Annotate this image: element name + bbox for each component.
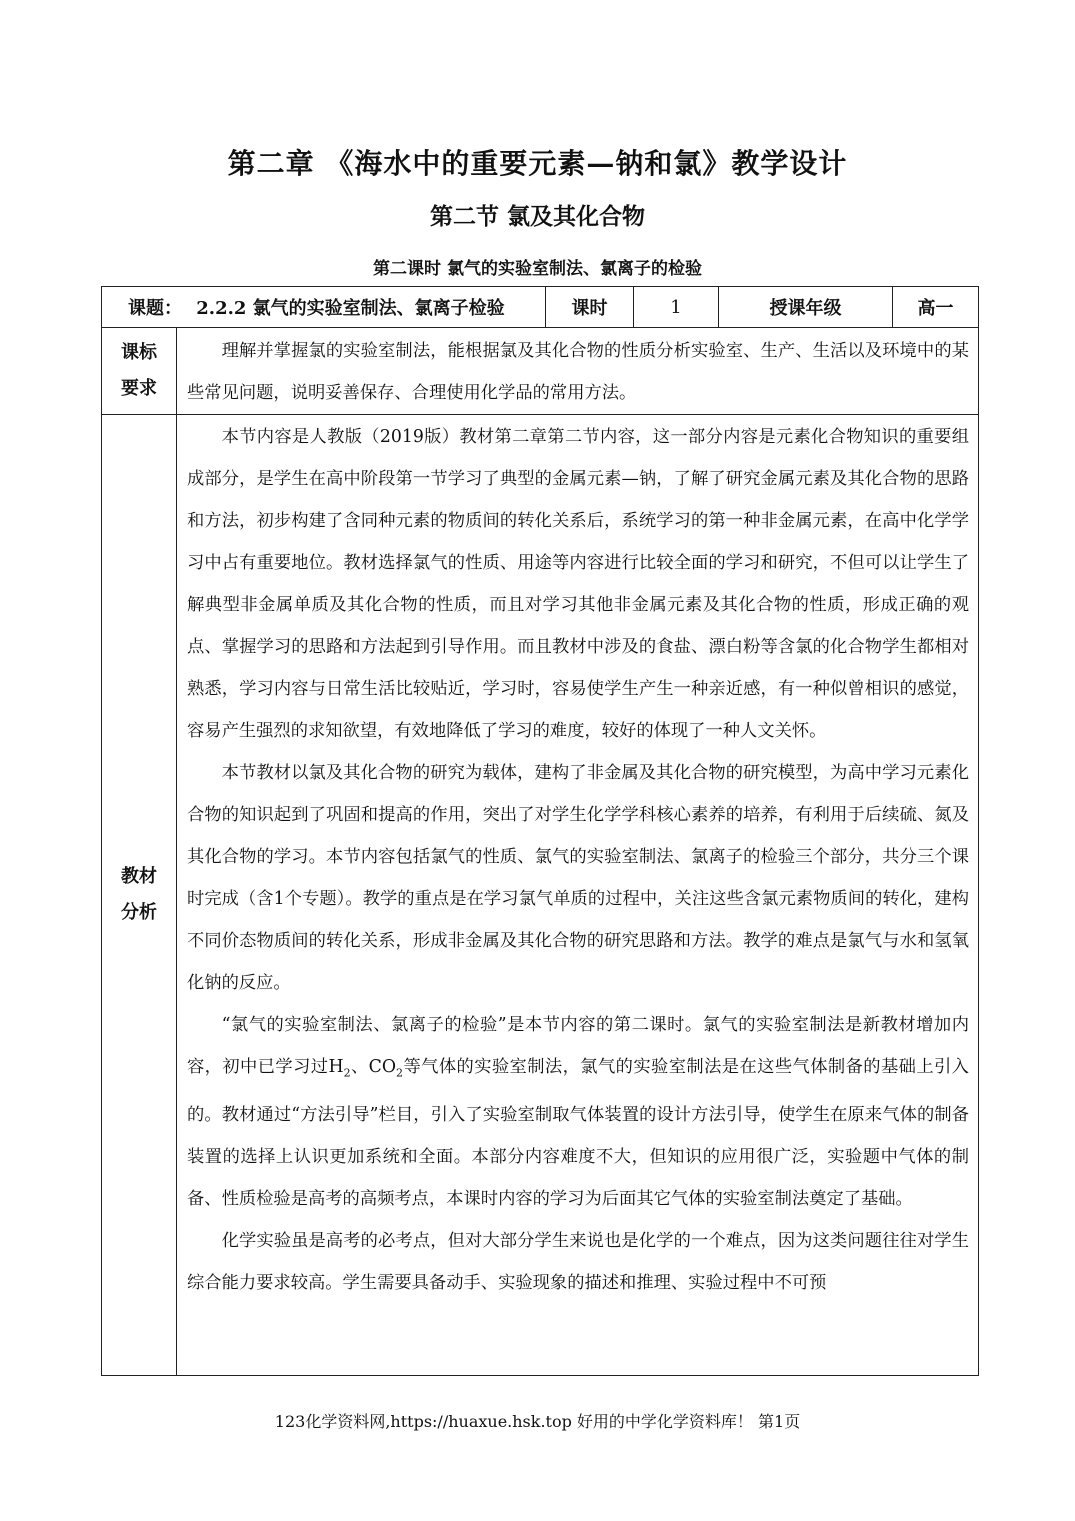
analysis-paragraph-3-part-b: 等气体的实验室制法，氯气的实验室制法是在这些气体制备的基础上引入的。教材通过“方法引导”栏目，引入了实验室制取气体装置的设计方法引导，使学生在原来气体的制备装置的选择上认识更加系统和全面。本部分内容难度不大，但知识的应用很广泛，实验题中气体的制备、性质检验是高考的高频考点，本课时内容的学习为后面其它气体的实验室制法奠定了基础。 [187,1057,969,1210]
standard-text: 理解并掌握氯的实验室制法，能根据氯及其化合物的性质分析实验室、生产、生活以及环境中的某些常见问题，说明妥善保存、合理使用化学品的常用方法。 [187,341,969,403]
analysis-label-line2: 分析 [121,902,157,923]
analysis-label-line1: 教材 [121,866,157,887]
info-row [102,287,979,328]
standard-label-line2: 要求 [121,378,157,399]
analysis-row [102,415,979,1376]
analysis-paragraph-1: 本节内容是人教版（2019版）教材第二章第二节内容，这一部分内容是元素化合物知识的重要组成部分，是学生在高中阶段第一节学习了典型的金属元素—钠，了解了研究金属元素及其化合物的思路和方法，初步构建了含同种元素的物质间的转化关系后，系统学习的第一种非金属元素，在高中化学学习中占有重要地位。教材选择氯气的性质、用途等内容进行比较全面的学习和研究，不但可以让学生了解典型非金属单质及其化合物的性质，而且对学习其他非金属元素及其化合物的性质，形成正确的观点、掌握学习的思路和方法起到引导作用。而且教材中涉及的食盐、漂白粉等含氯的化合物学生都相对熟悉，学习内容与日常生活比较贴近，学习时，容易使学生产生一种亲近感，有一种似曾相识的感觉，容易产生强烈的求知欲望，有效地降低了学习的难度，较好的体现了一种人文关怀。 [187,427,969,741]
analysis-content [177,415,979,1376]
page-footer: 123化学资料网,https://huaxue.hsk.top 好用的中学化学资料库！ 第1页 [274,1412,801,1431]
hours-value: 1 [634,287,719,328]
formula-co2 [368,1057,404,1080]
grade-value: 高一 [893,287,979,328]
formula-h2-subscript: 2 [343,1066,351,1080]
standard-content [177,328,979,415]
course-cell [102,287,546,328]
analysis-paragraph-3 [187,1004,969,1220]
course-label: 课题： [128,298,182,319]
formula-separator: 、 [350,1057,369,1077]
course-value: 2.2.2 氯气的实验室制法、氯离子检验 [196,298,505,319]
section-title: 第二节 氯及其化合物 [429,203,645,230]
analysis-label-cell [102,415,177,1376]
analysis-paragraph-2: 本节教材以氯及其化合物的研究为载体，建构了非金属及其化合物的研究模型，为高中学习元素化合物的知识起到了巩固和提高的作用，突出了对学生化学学科核心素养的培养，有利用于后续硫、氮及其化合物的学习。本节内容包括氯气的性质、氯气的实验室制法、氯离子的检验三个部分，共分三个课时完成（含1个专题）。教学的重点是在学习氯气单质的过程中，关注这些含氯元素物质间的转化，建构不同价态物质间的转化关系，形成非金属及其化合物的研究思路和方法。教学的难点是氯气与水和氢氧化钠的反应。 [187,763,969,993]
formula-h2-symbol: H [328,1057,344,1077]
analysis-paragraph-3-part-a: “氯气的实验室制法、氯离子的检验”是本节内容的第二课时。氯气的实验室制法是新教材增加内容，初中已学习过 [187,1015,969,1077]
lesson-title: 第二课时 氯气的实验室制法、氯离子的检验 [373,259,702,279]
standard-label-cell [102,328,177,415]
formula-co2-symbol: CO [368,1057,397,1077]
analysis-paragraph-4: 化学实验虽是高考的必考点，但对大部分学生来说也是化学的一个难点，因为这类问题往往对学生综合能力要求较高。学生需要具备动手、实验现象的描述和推理、实验过程中不可预 [187,1231,969,1294]
standard-row [102,328,979,415]
chapter-title: 第二章 《海水中的重要元素—钠和氯》教学设计 [227,147,848,180]
formula-h2 [328,1057,351,1080]
hours-label: 课时 [546,287,634,328]
lesson-plan-table [101,286,979,1376]
grade-label: 授课年级 [719,287,893,328]
standard-label-line1: 课标 [121,342,157,363]
formula-co2-subscript: 2 [396,1066,404,1080]
